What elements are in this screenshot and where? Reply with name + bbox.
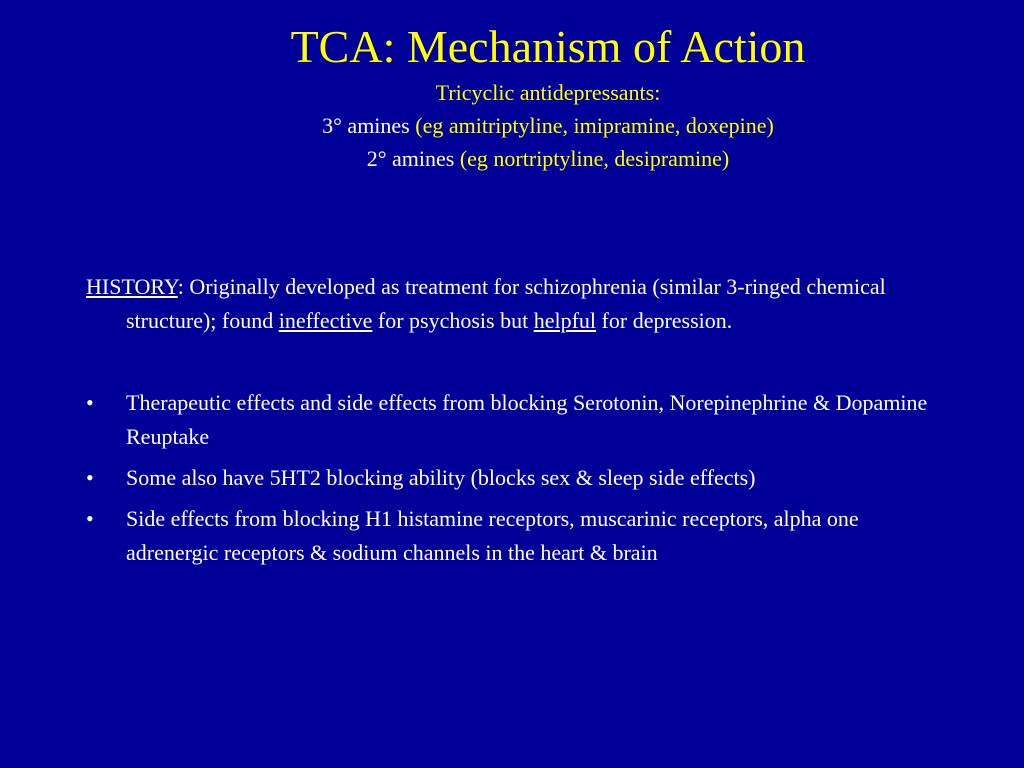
secondary-amines-label: 2° amines: [366, 146, 460, 171]
secondary-amines-examples: (eg nortriptyline, desipramine): [459, 146, 730, 171]
bullet-list: [86, 386, 946, 570]
bullet-dot-icon: •: [86, 506, 94, 531]
ineffective-word: ineffective: [278, 308, 373, 333]
bullet-text: Side effects from blocking H1 histamine receptors, muscarinic receptors, alpha one adrenergic receptors & sodium channels in the heart & brain: [126, 506, 859, 565]
subtitle-line-secondary: [72, 142, 1024, 175]
subtitle-line-tertiary: [72, 109, 1024, 142]
history-paragraph: [86, 270, 946, 338]
history-text-c: for depression.: [596, 308, 733, 333]
history-text-a: : Originally developed as treatment for schizophrenia (similar 3-ringed chemical structure); found: [126, 274, 886, 333]
bullet-text: Therapeutic effects and side effects from blocking Serotonin, Norepinephrine & Dopamine Reuptake: [126, 390, 928, 449]
history-label: HISTORY: [86, 274, 178, 299]
subtitle-line-1: Tricyclic antidepressants:: [435, 80, 661, 105]
tertiary-amines-examples: (eg amitriptyline, imipramine, doxepine): [415, 113, 774, 138]
slide-body: [86, 270, 946, 577]
bullet-dot-icon: •: [86, 390, 94, 415]
history-text-b: for psychosis but: [372, 308, 534, 333]
bullet-dot-icon: •: [86, 465, 94, 490]
bullet-item: [86, 461, 946, 495]
slide-title: TCA: Mechanism of Action: [290, 21, 806, 72]
title-block: [0, 18, 1024, 175]
bullet-item: [86, 386, 946, 454]
helpful-word: helpful: [533, 308, 597, 333]
bullet-item: [86, 502, 946, 570]
bullet-text: Some also have 5HT2 blocking ability (blocks sex & sleep side effects): [126, 465, 756, 490]
tertiary-amines-label: 3° amines: [322, 113, 416, 138]
